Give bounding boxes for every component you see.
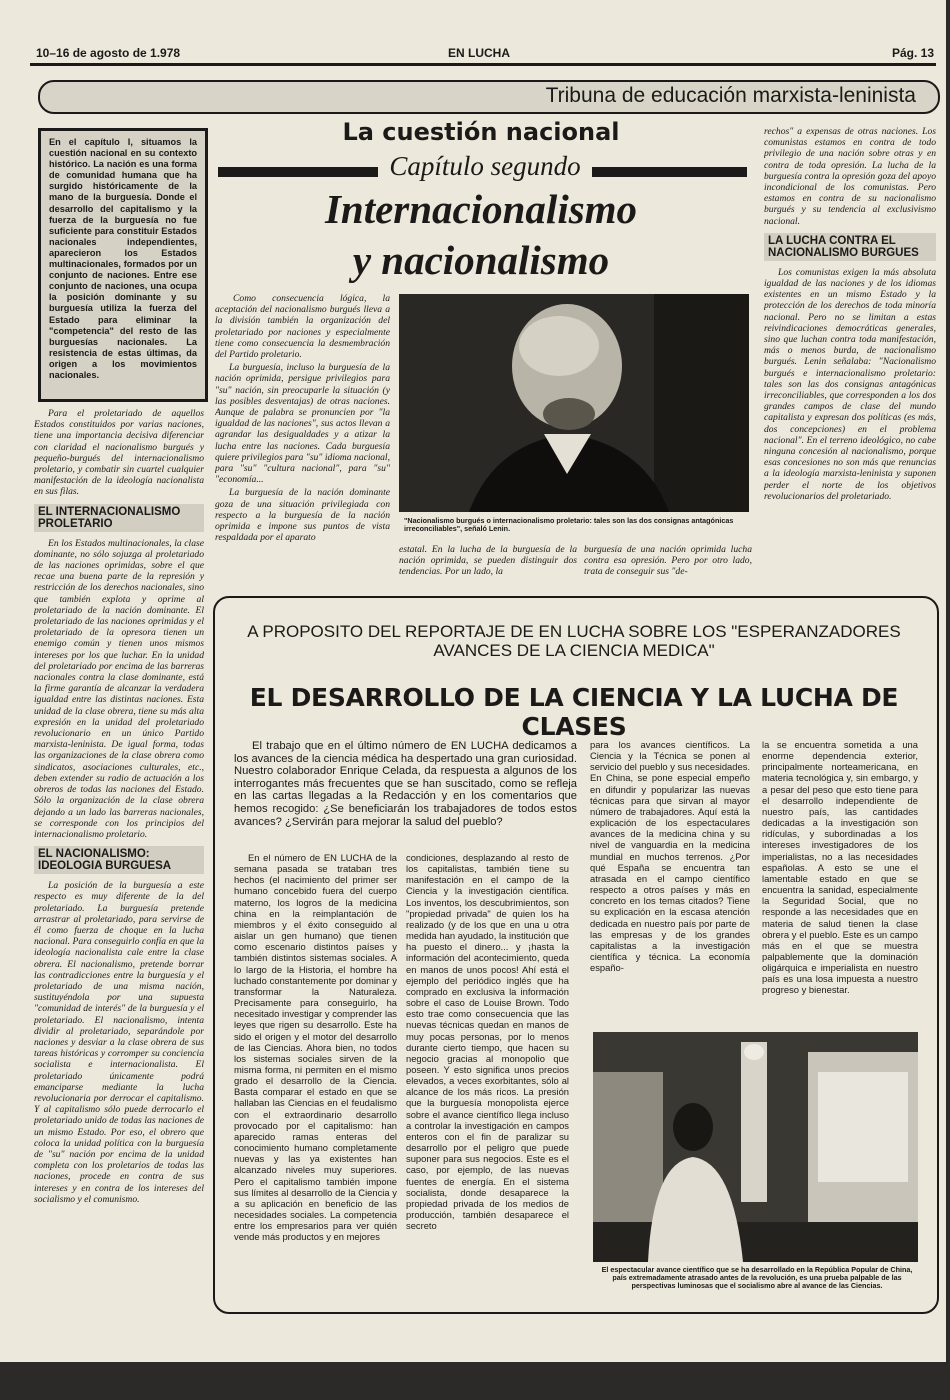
paper-name: EN LUCHA xyxy=(448,46,510,60)
subhead-nacionalismo: EL NACIONALISMO: IDEOLOGIA BURGUESA xyxy=(34,846,204,874)
article2-col3 xyxy=(590,739,750,1019)
mid-paragraph-2: La burguesía, incluso la burguesía de la nación oprimida, persigue privilegios para "su" nación, sin preocuparle la situación (y las posibles desventajas) de otras naciones. Aunque de palabra se pronuncien por "la igualdad de las naciones", sus actos llevan a agrandar las desigualdades y a atizar la lucha entre las naciones. Cada burguesía quiere privilegios para "su" idioma nacional, para "su" "cultura nacional", para "su" "economía... xyxy=(215,362,390,486)
lenin-photo xyxy=(399,294,749,512)
subhead-internacionalismo: EL INTERNACIONALISMO PROLETARIO xyxy=(34,504,204,532)
intro-box: En el capítulo I, situamos la cuestión nacional en su contexto histórico. La nación es una forma de comunidad humana que ha surgido históricamente de la mano de la burguesía. Donde el desarrollo del capitalismo y la fuerza de la burguesía no fue suficiente para constituir Estados nacionales independientes, aparecieron los Estados multinacionales, formados por un conjunto de naciones. Entre ese conjunto de naciones, una ocupa la posición dominante y su burguesía utiliza la fuerza del Estado para eliminar la "competencia" del resto de las burguesías nacionales. La resistencia de estas últimas, da origen a los movimientos nacionales. xyxy=(38,128,208,402)
article1-left-column xyxy=(34,408,204,1308)
section-title: Tribuna de educación marxista-leninista xyxy=(545,84,916,107)
article2-col3-text: para los avances científicos. La Ciencia y la Técnica se ponen al servicio del pueblo y sus necesidades. En China, se pone especial empeño en difundir y popularizar las nuevas técnicas para que sirvan al mayor número de trabajadores. Aquí está la explicación de los espectaculares avances de la medicina china y su nivel de vanguardia en la medicina mundial en muchos terrenos. ¿Por qué España se encuentra tan atrasada en el campo científico respecto a otros países y más en concreto en los temas citados? Tiene su explicación en la escasa atención dedicada en nuestro país por parte de las empresas y de los grandes capitalistas a la investigación científica y técnica. La economía españo- xyxy=(590,739,750,974)
article2-col4-text: la se encuentra sometida a una enorme dependencia exterior, principalmente norteamericana, en materia tecnológica y, sin embargo, y a pesar del peso que esto tiene para el desarrollo independiente de nuestro país, las cantidades dedicadas a la investigación son ridículas, y subordinadas a los intereses investigadores de los imperialistas, no a las necesidades españolas. A esto se une el lamentable estado en que se encuentra la sanidad, especialmente la Seguridad Social, que no responde a las necesidades que en materia de salud tienen la clase obrera y el pueblo. Este es un campo más en el que se muestra palpablemente que la dominación oligárquica e imperialista en nuestro país es una losa impuesta a nuestro progreso y bienestar. xyxy=(762,739,918,996)
running-head xyxy=(36,46,934,62)
issue-date: 10–16 de agosto de 1.978 xyxy=(36,46,181,60)
article1-mid-column xyxy=(215,293,390,583)
article2-col1 xyxy=(234,852,397,1292)
header-rule xyxy=(30,63,936,66)
section-banner xyxy=(38,80,940,114)
article1-title-line2: y nacionalismo xyxy=(352,237,610,283)
article2-header: A PROPOSITO DEL REPORTAJE DE EN LUCHA SOBRE LOS "ESPERANZADORES AVANCES DE LA CIENCIA MEDICA" xyxy=(247,622,901,660)
mid-paragraph-3: La burguesía de la nación dominante goza de una situación privilegiada con respecto a la burguesía de la nación oprimida e impone sus puntos de vista respaldada por el aparato xyxy=(215,487,390,544)
article2-title: EL DESARROLLO DE LA CIENCIA Y LA LUCHA DE CLASES xyxy=(249,683,899,741)
article2-col1-text: En el número de EN LUCHA de la semana pasada se trataban tres hechos (el nacimiento del primer ser humano concebido fuera del cuerpo materno, los logros de la medicina china en la reimplantación de miembros y el éxito conseguido al aislar un gen humano) que tienen como escenario distintos países y también distintos sistemas sociales. A lo largo de la Historia, el hombre ha luchado constantemente por dominar y transformar la Naturaleza. Precisamente para conseguirlo, ha necesitado investigar y comprender las leyes que rigen su desarrollo. Este ha sido el origen y el motor del desarrollo de las Ciencias. Ahora bien, no todos los sistemas sociales sirven de la misma forma, ni permiten en el mismo grado el desarrollo de la Ciencia. Basta comparar el estado en que se hallaban las Ciencias en el feudalismo con el extraordinario desarrollo provocado por el capitalismo: han aparecido ramas enteras del conocimiento humano completamente nuevas y las ya existentes han alcanzado niveles muy superiores. Pero el capitalismo también impone sus límites al desarrollo de la Ciencia y a su aplicación en beneficio de las necesidades sociales. La competencia entre los empresarios para ver quién vende más productos y en mejores xyxy=(234,852,397,1243)
chapter-bar-left xyxy=(218,167,378,177)
article2-col4 xyxy=(762,739,918,1024)
left-paragraph-3: La posición de la burguesía a este respecto es muy diferente de la del proletariado. La burguesía pretende arrastrar al proletariado, para servirse de él como fuerza de choque en la lucha nacional. Para conseguirlo confía en que la ideología nacionalista cale entre la clase obrera. El nacionalismo, pretende borrar las contradicciones entre la burguesía y el proletariado de una misma nación, sustituyéndola por una supuesta "comunidad de interés" de la burguesía y el proletariado. El nacionalismo, intenta dividir al proletariado, separándole por naciones y desviar a la clase obrera de sus tareas históricas y corromper su conciencia socialista e internacionalista. El proletariado únicamente podrá emanciparse mediante la lucha revolucionaria por derrocar el capitalismo. Y al capitalismo sólo puede derrocarlo el proletariado unido de todas las naciones de un mismo Estado. Por eso, el obrero que coloca la unidad política con la burguesía de "su" nación por encima de la unidad completa con los proletarios de todas las naciones, procede en contra de sus intereses y en contra de los intereses del socialismo y el comunismo. xyxy=(34,880,204,1205)
article1-right-column xyxy=(764,126,936,584)
article1-title-line1: Internacionalismo xyxy=(324,186,638,232)
chapter-bar-right xyxy=(592,167,747,177)
science-caption: El espectacular avance científico que se ha desarrollado en la República Popular de China, país extremadamente atrasado antes de la revolución, es una prueba palpable de las perspectivas luminosas que el socialismo abre al avance de las Ciencias. xyxy=(601,1266,913,1290)
left-paragraph-2: En los Estados multinacionales, la clase dominante, no sólo sojuzga al proletariado de las naciones oprimidas, sobre el que recae una buena parte de la represión y restricción de los derechos nacionales, sino que también explota y oprime al proletariado de la nación dominante. El proletariado de las naciones oprimidas y el proletariado de la opresora tienen un enemigo común y tienen unos mismos intereses por los que luchar. En la unidad del proletariado por encima de las barreras nacionales contra la clase dominante, está la firme garantía de alcanzar la verdadera igualdad entre las distintas naciones. Esta unidad de la clase obrera, tiene su más alta expresión en la unidad del proletariado revolucionario en un único Partido marxista-leninista. De igual forma, todas las organizaciones de la clase obrera como sindicatos, asociaciones culturales, etc., deben extender su radio de actuación a los obreros de todas las naciones del Estado. Sólo la organización de la clase obrera dejando a un lado las barreras nacionales, se corresponde con los principios del internacionalismo proletario. xyxy=(34,537,204,840)
lenin-portrait-icon xyxy=(399,294,749,512)
mid-paragraph-1: Como consecuencia lógica, la aceptación del nacionalismo burgués lleva a la división también la organización del proletariado por naciones y especialmente tiene como consecuencia la desmembración del Partido proletario. xyxy=(215,293,390,361)
subhead-lucha: LA LUCHA CONTRA EL NACIONALISMO BURGUES xyxy=(764,233,936,261)
right-paragraph-1: rechos" a expensas de otras naciones. Los comunistas estamos en contra de todo privilegio de una nación sobre otras y en contra de toda opresión. La lucha de la burguesía contra la opresión goza del apoyo incondicional de los comunistas. Pero estamos en contra de su nacionalismo burgués y su tendencia al exclusivismo nacional. xyxy=(764,126,936,227)
under-photo-text-b: burguesía de una nación oprimida lucha contra esa opresión. Pero por otro lado, trata de conseguir sus "de- xyxy=(584,544,752,578)
page-number: Pág. 13 xyxy=(891,46,934,60)
right-paragraph-2: Los comunistas exigen la más absoluta igualdad de las naciones y de los idiomas existentes en un mismo Estado y la protección de los derechos de toda minoría nacional. Pero no se limitan a estas reivindicaciones democráticas generales, sino que luchan contra toda manifestación, más o menos burda, de nacionalismo burgués. Lenin señalaba: "Nacionalismo burgués e internacionalismo proletario: tales son las dos consignas antagónicas irreconciliables, que corresponden a los dos grandes campos de clase del mundo capitalista y expresan dos políticas (es más, dos concepciones) en el problema nacional". En el terreno ideológico, no cabe ninguna concesión al nacionalismo, porque esas concesiones no son más que renuncias a la ideología marxista-leninista y suponen perder el norte de los objetivos revolucionarios del proletariado. xyxy=(764,266,936,502)
under-photo-col-a xyxy=(399,544,577,584)
article1-kicker: La cuestión nacional xyxy=(342,118,620,146)
article2-lead: El trabajo que en el último número de EN LUCHA dedicamos a los avances de la ciencia médica ha despertado una gran curiosidad. Nuestro colaborador Enrique Celada, da respuesta a algunos de los interrogantes más frecuentes que se han suscitado, como se refleja en las cartas llegadas a la Redacción y en los comentarios que hemos recogido: ¿Se beneficiarán los trabajadores de todos estos avances? ¿Servirán para mejorar la salud del pueblo? xyxy=(234,740,577,828)
article2-col2 xyxy=(406,852,569,1292)
science-photo xyxy=(593,1032,918,1262)
chapter-label: Capítulo segundo xyxy=(389,151,581,181)
lenin-caption: "Nacionalismo burgués o internacionalismo proletario: tales son las dos consignas antagónicas irreconciliables", señaló Lenin. xyxy=(404,517,734,533)
under-photo-col-b xyxy=(584,544,752,584)
left-paragraph-1: Para el proletariado de aquellos Estados constituidos por varias naciones, tiene una importancia decisiva diferenciar con claridad el nacionalismo burgués y pequeño-burgués del internacionalismo proletario, y combatir sin cuartel cualquier manifestación de la ideología nacionalista en sus filas. xyxy=(34,408,204,498)
article2-col2-text: condiciones, desplazando al resto de los capitalistas, también tiene su manifestación en el campo de la Ciencia y la investigación científica. Los inventos, los descubrimientos, son "propiedad privada" de quien los ha realizado (y de los que en una u otra medida han ayudado, la institución que ha puesto el dinero... y ¡hasta la información del acontecimiento, queda en manos de unos pocos! Ahí está el ejemplo del periódico inglés que ha comprado en exclusiva la información sobre el caso de Louise Brown. Todo esto trae como consecuencia que las nuevas técnicas quedan en manos de muy pocas personas, por lo menos durante cierto tiempo, que hacen su negocio gracias al monopolio que poseen. Y esto significa unos precios elevados, a veces exorbitantes, sólo al alcance de los más ricos. La presión que la burguesía monopolista ejerce sobre el avance científico llega incluso a controlar la investigación en campos enteros con el fin de paralizar su desarrollo por el peligro que puede suponer para sus negocios. Este es el caso, por ejemplo, de las nuevas fuentes de energía. En el sistema socialista, donde desaparece la propiedad privada de los medios de producción, también desaparece el secreto xyxy=(406,852,569,1232)
under-photo-text-a: estatal. En la lucha de la burguesía de la nación oprimida, se pueden distinguir dos tendencias. Por un lado, la xyxy=(399,544,577,578)
laboratory-scene-icon xyxy=(593,1032,918,1262)
